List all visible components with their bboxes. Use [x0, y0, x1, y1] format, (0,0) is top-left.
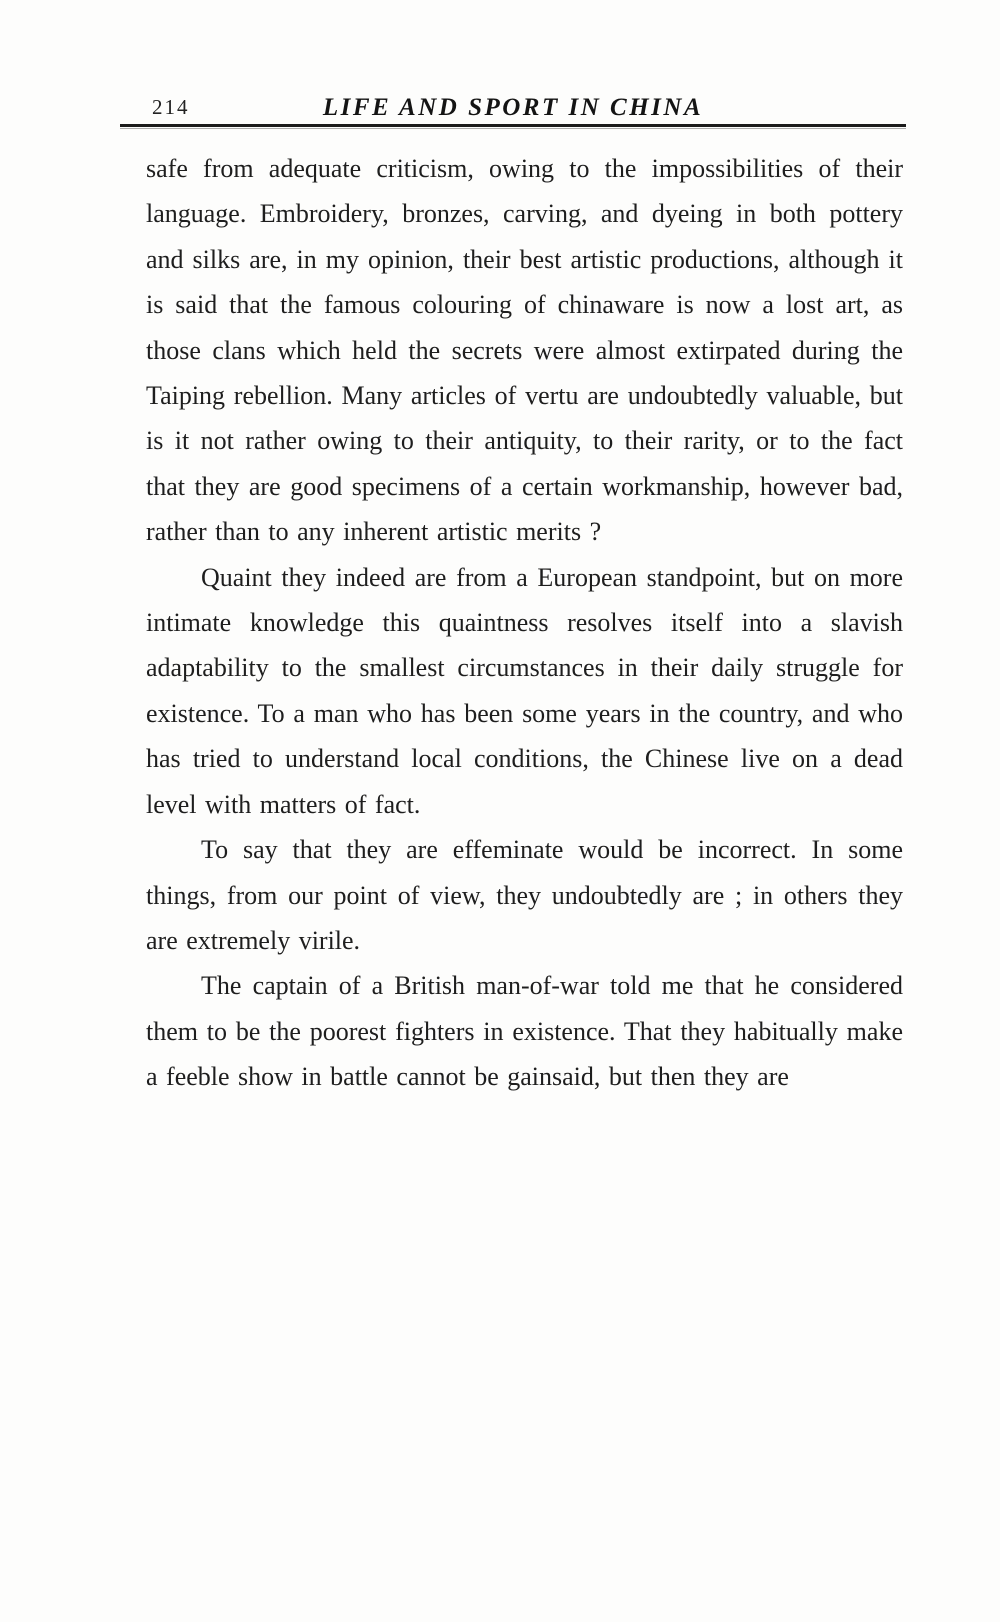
running-head [120, 84, 906, 120]
page-number: 214 [152, 95, 190, 119]
paragraph: The captain of a British man-of-war told me that he considered them to be the poorest fighters in existence. That they habitually make a feeble show in battle cannot be gainsaid, but then they are [146, 971, 903, 1092]
paragraph: safe from adequate criticism, owing to the impossibilities of their language. Embroidery, bronzes, carving, and dyeing in both pottery and silks are, in my opinion, their best artistic productions, although it is said that the famous colouring of chinaware is now a lost art, as those clans which held the secrets were almost extirpated during the Taiping rebellion. Many articles of vertu are undoubtedly valuable, but is it not rather owing to their antiquity, to their rarity, or to the fact that they are good specimens of a certain workmanship, however bad, rather than to any inherent artistic merits ? [146, 154, 903, 547]
running-title: LIFE AND SPORT IN CHINA [322, 94, 704, 121]
header-rule [120, 124, 906, 127]
paragraph: Quaint they indeed are from a European standpoint, but on more intimate knowledge this quaintness resolves itself into a slavish adaptability to the smallest circumstances in their daily struggle for existence. To a man who has been some years in the country, and who has tried to understand local conditions, the Chinese live on a dead level with matters of fact. [146, 562, 903, 819]
page-text [146, 146, 903, 1100]
paragraph: To say that they are effeminate would be incorrect. In some things, from our point of view, they undoubtedly are ; in others they are extremely virile. [146, 835, 903, 955]
